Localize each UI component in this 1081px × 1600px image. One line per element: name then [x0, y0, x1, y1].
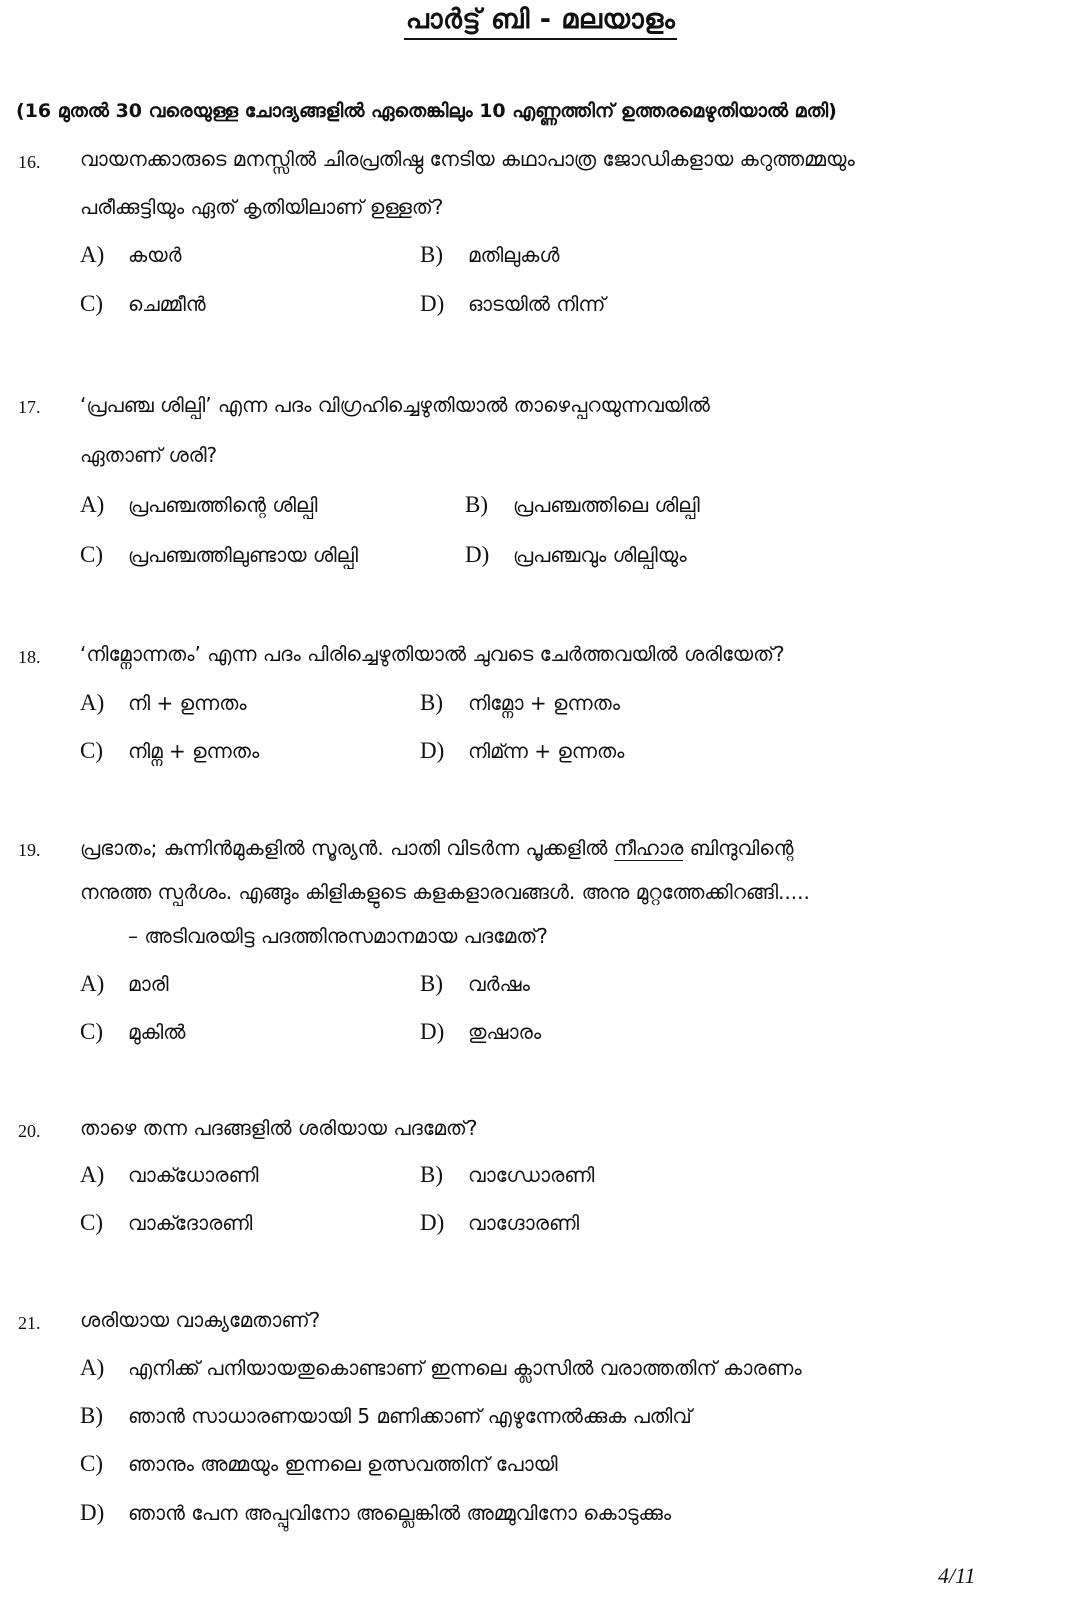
q19-text-before: പ്രഭാതം; കുന്നിൻമുകളിൽ സൂര്യൻ. പാതി വിടർന്ന പൂക്കളിൽ: [80, 836, 614, 860]
option-text: ഞാൻ പേന അപ്പുവിനോ അല്ലെങ്കിൽ അമ്മുവിനോ കൊടുക്കും: [128, 1501, 672, 1525]
instructions: (16 മുതൽ 30 വരെയുള്ള ചോദ്യങ്ങളിൽ ഏതെങ്കിലും 10 എണ്ണത്തിന് ഉത്തരമെഴുതിയാൽ മതി): [16, 100, 837, 122]
option-text: ഞാനും അമ്മയും ഇന്നലെ ഉത്സവത്തിന് പോയി: [128, 1452, 558, 1476]
option-letter: A): [80, 492, 105, 517]
option-letter: A): [80, 242, 105, 267]
option-letter: B): [420, 1162, 443, 1187]
option-letter: D): [80, 1500, 105, 1525]
option-text: വാക്ധോരണി: [128, 1163, 259, 1187]
q18-option-b: [420, 690, 620, 716]
option-text: പ്രപഞ്ചത്തിലുണ്ടായ ശില്പി: [128, 543, 359, 567]
q19-number: 19.: [18, 840, 41, 860]
option-text: എനിക്ക് പനിയായതുകൊണ്ടാണ് ഇന്നലെ ക്ലാസിൽ വരാത്തതിന് കാരണം: [128, 1356, 802, 1380]
q20-option-a: [80, 1162, 259, 1188]
option-text: വാഗ്ദോരണി: [468, 1211, 580, 1235]
q16-option-d: [420, 291, 605, 317]
q21-option-d: [80, 1500, 671, 1526]
q16-option-a: [80, 242, 182, 268]
page-title: [0, 4, 1081, 36]
q17-option-a: [80, 492, 317, 518]
q18-number: 18.: [18, 647, 41, 667]
option-text: ഓടയിൽ നിന്ന്: [468, 292, 606, 316]
q19-option-b: [420, 971, 530, 997]
q17-text-line1: ‘പ്രപഞ്ച ശില്പി’ എന്ന പദം വിഗ്രഹിച്ചെഴുതിയാൽ താഴെപ്പറയുന്നവയിൽ: [80, 393, 710, 417]
option-text: നിമ്ന്ന + ഉന്നതം: [468, 739, 625, 763]
q19-text-line2: നനുത്ത സ്പർശം. എങ്ങും കിളികളുടെ കളകളാരവങ്ങൾ. അനു മുറ്റത്തേക്കിറങ്ങി.....: [80, 880, 810, 904]
option-text: ഞാൻ സാധാരണയായി 5 മണിക്കാണ് എഴുന്നേൽക്കുക പതിവ്: [128, 1404, 692, 1428]
option-text: ചെമ്മീൻ: [128, 292, 206, 316]
option-letter: B): [465, 492, 488, 517]
option-text: നി + ഉന്നതം: [128, 691, 247, 715]
q19-option-a: [80, 971, 169, 997]
option-letter: D): [420, 1210, 445, 1235]
option-text: കയർ: [128, 243, 182, 267]
option-text: മുകിൽ: [128, 1020, 186, 1044]
q21-number: 21.: [18, 1313, 41, 1333]
q20-option-d: [420, 1210, 579, 1236]
option-text: പ്രപഞ്ചത്തിലെ ശില്പി: [513, 493, 700, 517]
option-text: പ്രപഞ്ചത്തിന്റെ ശില്പി: [128, 493, 318, 517]
option-letter: C): [80, 1451, 103, 1476]
option-text: നിമ്നോ + ഉന്നതം: [468, 691, 621, 715]
q17-number: 17.: [18, 397, 41, 417]
option-text: വർഷം: [468, 972, 530, 996]
option-letter: C): [80, 1019, 103, 1044]
q20-option-c: [80, 1210, 252, 1236]
q18-text-line1: ‘നിമ്നോന്നതം’ എന്ന പദം പിരിച്ചെഴുതിയാൽ ചുവടെ ചേർത്തവയിൽ ശരിയേത്?: [80, 642, 785, 666]
q19-option-c: [80, 1019, 185, 1045]
option-letter: C): [80, 291, 103, 316]
option-letter: C): [80, 1210, 103, 1235]
q20-text-line1: താഴെ തന്ന പദങ്ങളിൽ ശരിയായ പദമേത്?: [80, 1116, 478, 1140]
q21-option-a: [80, 1355, 802, 1381]
option-letter: B): [420, 971, 443, 996]
option-letter: D): [420, 1019, 445, 1044]
q16-text-line1: വായനക്കാരുടെ മനസ്സിൽ ചിരപ്രതിഷ്ഠ നേടിയ കഥാപാത്ര ജോഡികളായ കറുത്തമ്മയും: [80, 147, 855, 171]
page-title-text: പാർട്ട് ബി - മലയാളം: [404, 4, 678, 40]
q21-option-c: [80, 1451, 558, 1477]
q16-option-c: [80, 291, 206, 317]
q19-text-line3: – അടിവരയിട്ട പദത്തിനുസമാനമായ പദമേത്?: [128, 924, 548, 948]
underlined-word: നീഹാര: [613, 836, 684, 860]
q16-number: 16.: [18, 152, 41, 172]
option-letter: D): [465, 542, 490, 567]
q18-option-c: [80, 738, 259, 764]
q19-option-d: [420, 1019, 541, 1045]
option-letter: A): [80, 971, 105, 996]
option-letter: A): [80, 690, 105, 715]
q21-option-b: [80, 1403, 692, 1429]
option-letter: B): [420, 242, 443, 267]
q17-option-d: [465, 542, 687, 568]
q16-text-line2: പരീക്കുട്ടിയും ഏത് കൃതിയിലാണ് ഉള്ളത്?: [80, 195, 444, 219]
q20-number: 20.: [18, 1121, 41, 1141]
q18-option-a: [80, 690, 247, 716]
q16-option-b: [420, 242, 559, 268]
page-number: 4/11: [938, 1563, 976, 1588]
q18-option-d: [420, 738, 624, 764]
option-letter: A): [80, 1355, 105, 1380]
option-text: മാരി: [128, 972, 169, 996]
q19-text-after: ബിന്ദുവിന്റെ: [683, 836, 794, 860]
option-text: വാക്ദോരണി: [128, 1211, 253, 1235]
option-text: മതിലുകൾ: [468, 243, 560, 267]
option-letter: D): [420, 738, 445, 763]
option-letter: C): [80, 542, 103, 567]
option-text: നിമ്ന + ഉന്നതം: [128, 739, 260, 763]
option-letter: D): [420, 291, 445, 316]
option-text: തുഷാരം: [468, 1020, 542, 1044]
q17-option-b: [465, 492, 700, 518]
option-letter: C): [80, 738, 103, 763]
option-text: വാഗ്ധോരണി: [468, 1163, 595, 1187]
option-letter: B): [80, 1403, 103, 1428]
option-text: പ്രപഞ്ചവും ശില്പിയും: [513, 543, 687, 567]
q17-option-c: [80, 542, 358, 568]
q17-text-line2: ഏതാണ് ശരി?: [80, 443, 218, 467]
q21-text-line1: ശരിയായ വാക്യമേതാണ്?: [80, 1308, 321, 1332]
q20-option-b: [420, 1162, 594, 1188]
q19-text-line1: [80, 836, 793, 860]
option-letter: B): [420, 690, 443, 715]
option-letter: A): [80, 1162, 105, 1187]
